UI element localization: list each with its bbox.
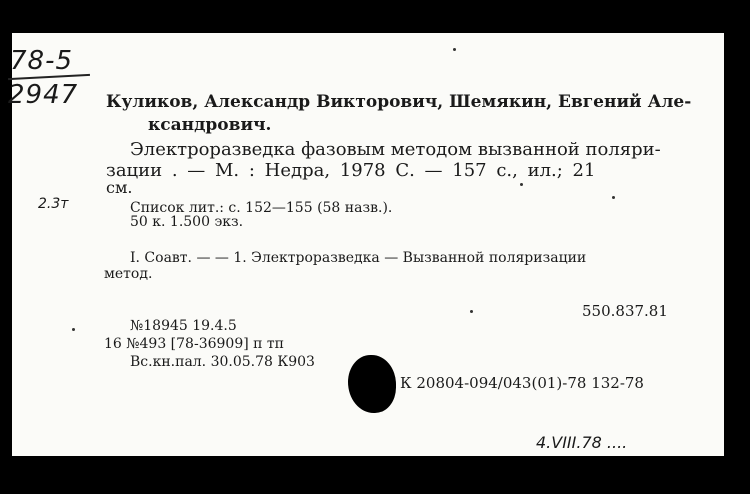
call-number-top: 78-5 [10,46,74,76]
registration-line-1: №18945 19.4.5 [130,318,237,334]
speck [612,196,615,199]
bibliography-note: Список лит.: с. 152—155 (58 назв.). [130,200,393,216]
speck [72,328,75,331]
udc-index: 550.837.81 [582,302,668,320]
k-code: К 20804-094/043(01)-78 132-78 [400,374,644,392]
subject-headings: I. Соавт. — — 1. Электроразведка — Вызванной поляризации [130,250,587,266]
title-line-3: см. [106,178,133,197]
registration-line-3: Вс.кн.пал. 30.05.78 К903 [130,354,315,370]
author-line-1: Куликов, Александр Викторович, Шемякин, Евгений Але- [106,92,692,112]
title-line-2: зации . — М. : Недра, 1978 С. — 157 с., ил.; 21 [106,160,596,181]
speck [470,310,473,313]
speck [520,183,523,186]
speck [453,48,456,51]
call-number-bottom: 2947 [8,80,79,110]
subject-headings-cont: метод. [104,266,153,282]
author-line-2: ксандрович. [148,115,272,135]
ink-blot [348,355,396,413]
price-copies-note: 50 к. 1.500 экз. [130,214,244,230]
handwritten-date: 4.VIII.78 .... [536,433,628,452]
registration-line-2: 16 №493 [78-36909] п тп [104,336,284,352]
handwritten-note: 2.3т [38,196,69,212]
title-line-1: Электроразведка фазовым методом вызванной поляри- [130,139,661,160]
